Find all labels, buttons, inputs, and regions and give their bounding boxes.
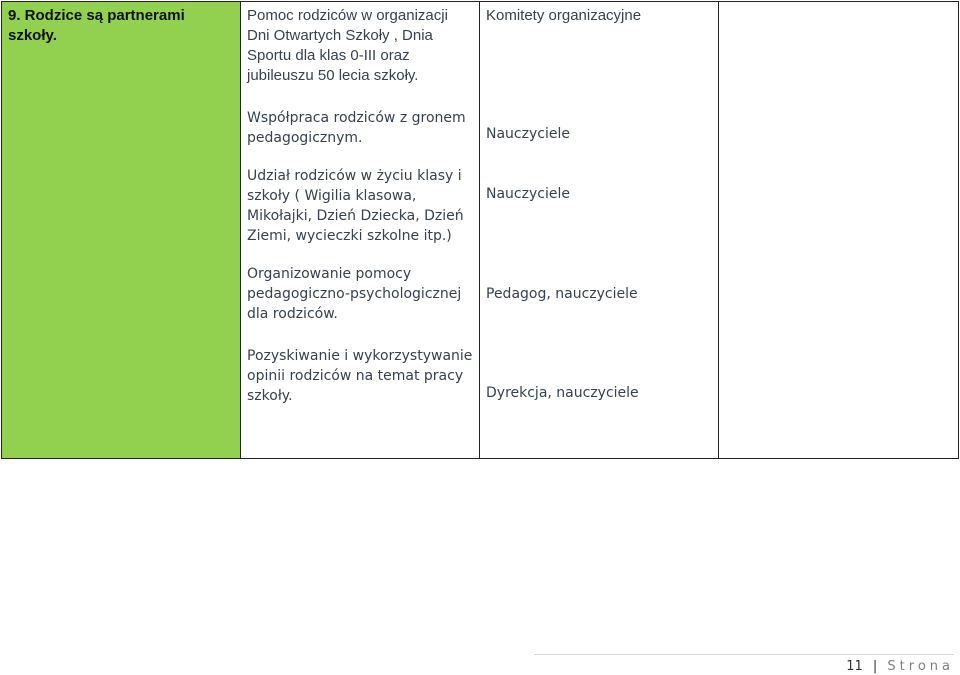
responsible-item-5: Dyrekcja, nauczyciele	[486, 385, 639, 401]
responsible-item-3: Nauczyciele	[486, 186, 570, 202]
task-item-4: Organizowanie pomocy pedagogiczno-psychologicznej dla rodziców.	[247, 266, 462, 322]
page-number: 11	[846, 659, 863, 674]
plan-table	[1, 1, 959, 459]
responsible-item-1: Komitety organizacyjne	[486, 7, 642, 24]
task-item-3: Udział rodziców w życiu klasy i szkoły ( Wigilia klasowa, Mikołajki, Dzień Dziecka, Dzień Ziemi, wycieczki szkolne itp.)	[247, 168, 464, 244]
section-title: 9. Rodzice są partnerami szkoły.	[8, 7, 185, 44]
responsible-item-2: Nauczyciele	[486, 126, 570, 142]
page-footer	[534, 654, 954, 674]
notes-cell	[719, 2, 959, 459]
responsible-cell	[480, 2, 719, 459]
task-item-2: Współpraca rodziców z gronem pedagogicznym.	[247, 110, 466, 146]
tasks-cell	[241, 2, 480, 459]
task-item-5: Pozyskiwanie i wykorzystywanie opinii rodziców na temat pracy szkoły.	[247, 348, 473, 404]
task-item-1: Pomoc rodziców w organizacji Dni Otwartych Szkoły , Dnia Sportu dla klas 0-III oraz jubileuszu 50 lecia szkoły.	[247, 7, 448, 84]
footer-separator: |	[872, 659, 878, 674]
responsible-item-4: Pedagog, nauczyciele	[486, 286, 638, 302]
table-row	[2, 2, 959, 459]
page-label: Strona	[887, 659, 954, 674]
section-title-cell	[2, 2, 241, 459]
